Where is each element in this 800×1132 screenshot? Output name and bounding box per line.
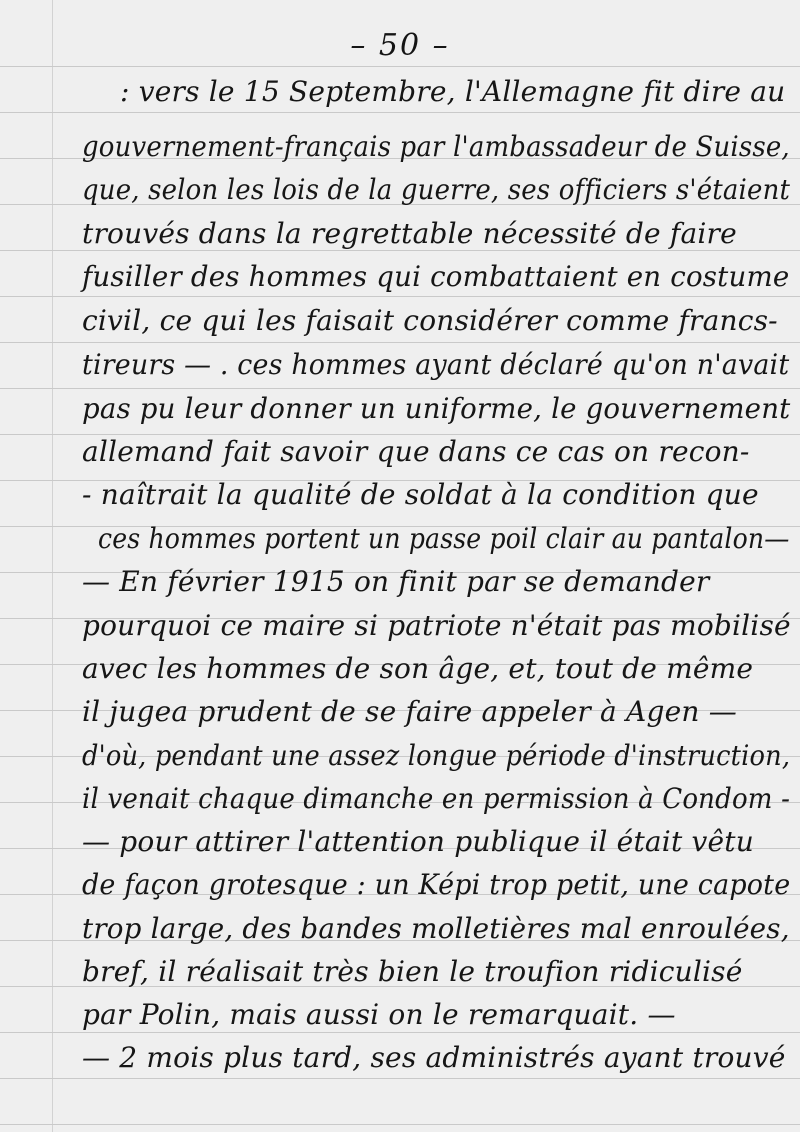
page-number: – 50 – xyxy=(350,28,450,63)
text-line: pas pu leur donner un uniforme, le gouvernement xyxy=(82,392,791,425)
text-line: que, selon les lois de la guerre, ses officiers s'étaient xyxy=(82,173,791,206)
text-line: — 2 mois plus tard, ses administrés ayant trouvé xyxy=(82,1041,786,1074)
rule-line xyxy=(0,112,800,113)
text-line: il jugea prudent de se faire appeler à Agen — xyxy=(82,695,737,728)
margin-line xyxy=(52,0,53,1132)
rule-line xyxy=(0,296,800,297)
text-line: ces hommes portent un passe poil clair au pantalon— xyxy=(98,522,790,555)
text-line: - naîtrait la qualité de soldat à la condition que xyxy=(82,478,759,511)
text-line: — En février 1915 on finit par se demander xyxy=(82,565,710,598)
text-line: de façon grotesque : un Képi trop petit, une capote xyxy=(82,868,791,901)
text-line: allemand fait savoir que dans ce cas on recon- xyxy=(82,435,750,468)
rule-line xyxy=(0,388,800,389)
text-line: trop large, des bandes molletières mal enroulées, xyxy=(82,912,790,945)
text-line: pourquoi ce maire si patriote n'était pas mobilisé xyxy=(82,609,791,642)
text-line: : vers le 15 Septembre, l'Allemagne fit dire au xyxy=(120,75,786,108)
text-line: trouvés dans la regrettable nécessité de faire xyxy=(82,217,737,250)
text-line: il venait chaque dimanche en permission à Condom - xyxy=(82,782,791,815)
text-line: — pour attirer l'attention publique il était vêtu xyxy=(82,825,754,858)
rule-line xyxy=(0,342,800,343)
text-line: bref, il réalisait très bien le troufion ridiculisé xyxy=(82,955,743,988)
text-line: gouvernement-français par l'ambassadeur de Suisse, xyxy=(82,130,790,163)
text-line: tireurs — . ces hommes ayant déclaré qu'on n'avait xyxy=(82,348,790,381)
text-line: fusiller des hommes qui combattaient en costume xyxy=(82,260,790,293)
text-line: par Polin, mais aussi on le remarquait. — xyxy=(82,998,676,1031)
rule-line xyxy=(0,66,800,67)
text-line: civil, ce qui les faisait considérer comme francs- xyxy=(82,304,778,337)
text-line: avec les hommes de son âge, et, tout de même xyxy=(82,652,754,685)
text-line: d'où, pendant une assez longue période d'instruction, xyxy=(82,739,791,772)
rule-line xyxy=(0,1124,800,1125)
rule-line xyxy=(0,1078,800,1079)
